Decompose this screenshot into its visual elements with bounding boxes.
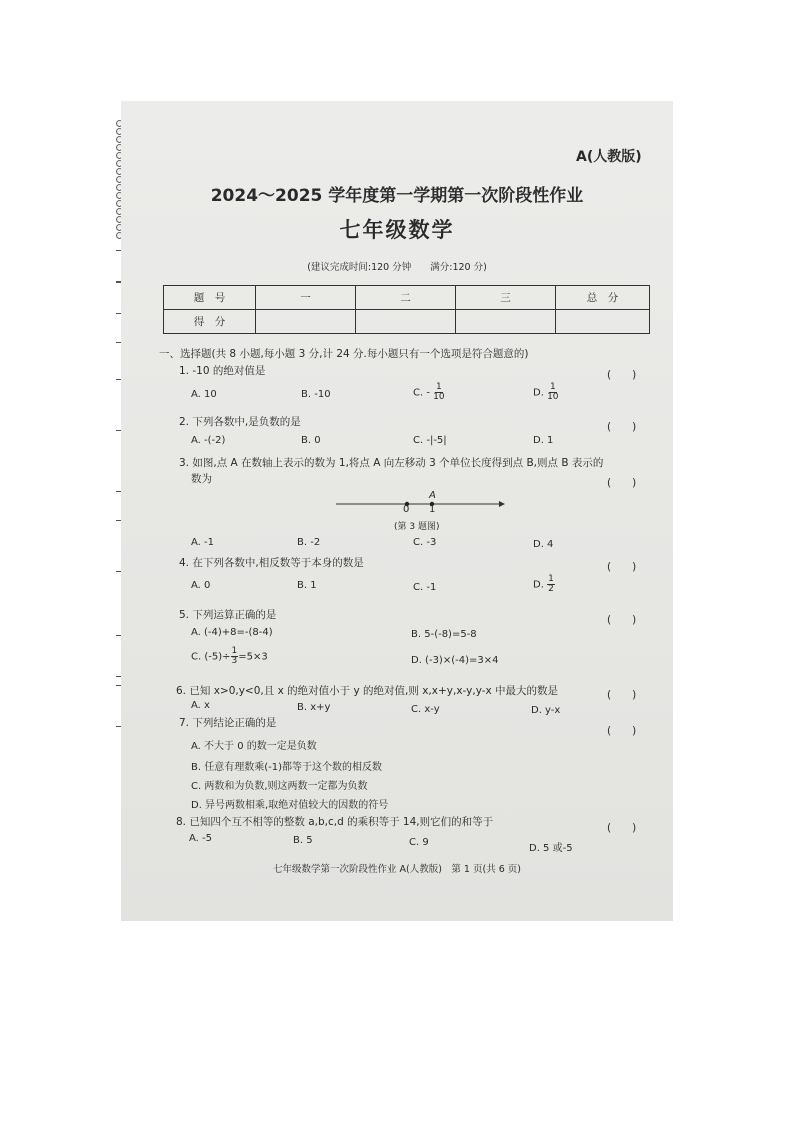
question-stem: 6. 已知 x>0,y<0,且 x 的绝对值小于 y 的绝对值,则 x,x+y,x-y,y-x 中最大的数是 [176,685,559,697]
page-footer: 七年级数学第一次阶段性作业 A(人教版) 第 1 页(共 6 页) [272,864,521,875]
score-cell[interactable] [456,310,556,334]
option-b: B. 0 [301,435,321,446]
fraction-denominator: 10 [547,392,559,402]
option-d: D. 1 [533,435,554,446]
exam-info: (建议完成时间:120 分钟 满分:120 分) [307,262,487,273]
option-c: C. x-y [411,704,440,715]
score-table [163,285,650,334]
axis-label-zero: 0 [403,504,410,515]
score-row-label: 得 分 [164,310,256,334]
option-a: A. (-4)+8=-(8-4) [191,627,273,638]
score-cell[interactable] [356,310,456,334]
option-d: D. 异号两数相乘,取绝对值较大的因数的符号 [191,800,389,811]
option-c: C. -|-5| [413,435,447,446]
answer-bracket: ( ) [607,822,637,834]
exam-page [121,101,673,921]
option-c: C. 9 [409,837,429,848]
question-stem: 4. 在下列各数中,相反数等于本身的数是 [179,557,364,569]
option-d: D. 5 或-5 [529,843,573,854]
option-c-text: C. (-5)÷ [191,651,231,663]
answer-bracket: ( ) [607,689,637,701]
option-c-text: C. - [413,387,430,399]
section-heading: 一、选择题(共 8 小题,每小题 3 分,计 24 分.每小题只有一个选项是符合题意的) [159,348,529,360]
option-a: A. 0 [191,580,211,591]
answer-bracket: ( ) [607,421,637,433]
option-d [533,575,555,594]
question-stem: 3. 如图,点 A 在数轴上表示的数为 1,将点 A 向左移动 3 个单位长度得到点 B,则点 B 表示的 [179,457,604,469]
axis-label-one: 1 [429,504,436,515]
option-b: B. 5-(-8)=5-8 [411,629,477,640]
fraction-denominator: 10 [433,392,445,402]
option-a: A. -(-2) [191,435,226,446]
option-c: C. -3 [413,537,437,548]
score-header-3: 三 [456,286,556,310]
answer-bracket: ( ) [607,477,637,489]
question-stem-cont: 数为 [191,473,212,485]
option-d: D. y-x [531,705,561,716]
fraction-denominator: 2 [548,584,554,594]
fraction [547,383,558,402]
fraction-denominator: 3 [231,656,238,666]
option-c: C. 两数和为负数,则这两数一定都为负数 [191,781,368,792]
fraction-numerator: 1 [436,382,442,392]
score-cell[interactable] [256,310,356,334]
subject-title: 七年级数学 [339,218,455,242]
option-b: B. 任意有理数乘(-1)都等于这个数的相反数 [191,762,382,773]
answer-bracket: ( ) [607,614,637,626]
fraction-numerator: 1 [231,646,238,656]
answer-bracket: ( ) [607,561,637,573]
option-c: C. -1 [413,582,437,593]
number-line [331,489,506,519]
option-d: D. (-3)×(-4)=3×4 [411,655,499,666]
option-a: A. x [191,700,210,711]
question-stem: 2. 下列各数中,是负数的是 [179,416,301,428]
option-c-tail: =5×3 [238,651,268,663]
score-header-1: 一 [256,286,356,310]
question-stem: 5. 下列运算正确的是 [179,609,277,621]
option-c [191,647,268,666]
score-header-label: 题 号 [164,286,256,310]
score-header-2: 二 [356,286,456,310]
option-d-text: D. [533,579,544,591]
fraction-numerator: 1 [548,574,554,584]
option-d: D. 4 [533,539,554,550]
option-b: B. x+y [297,702,331,713]
question-stem: 1. -10 的绝对值是 [179,365,266,377]
question-stem: 7. 下列结论正确的是 [179,717,277,729]
fraction [433,383,444,402]
fraction-numerator: 1 [549,382,556,392]
number-line-arrow [499,501,505,507]
answer-bracket: ( ) [607,369,637,381]
option-b: B. -10 [301,389,331,400]
figure-caption: (第 3 题图) [394,522,440,532]
option-a: A. -5 [189,833,212,844]
option-b: B. 1 [297,580,317,591]
edition-label: A(人教版) [576,149,642,165]
score-cell[interactable] [556,310,650,334]
answer-bracket: ( ) [607,725,637,737]
score-header-total: 总 分 [556,286,650,310]
fraction [547,575,555,594]
option-a: A. 不大于 0 的数一定是负数 [191,741,317,752]
exam-title: 2024～2025 学年度第一学期第一次阶段性作业 [210,186,584,206]
question-stem: 8. 已知四个互不相等的整数 a,b,c,d 的乘积等于 14,则它们的和等于 [176,816,494,828]
option-d-text: D. [533,387,544,399]
option-b: B. -2 [297,537,321,548]
axis-label-a: A [429,490,436,501]
option-a: A. -1 [191,537,214,548]
option-b: B. 5 [293,835,313,846]
option-d [533,383,559,402]
option-c [413,383,445,402]
option-a: A. 10 [191,389,217,400]
